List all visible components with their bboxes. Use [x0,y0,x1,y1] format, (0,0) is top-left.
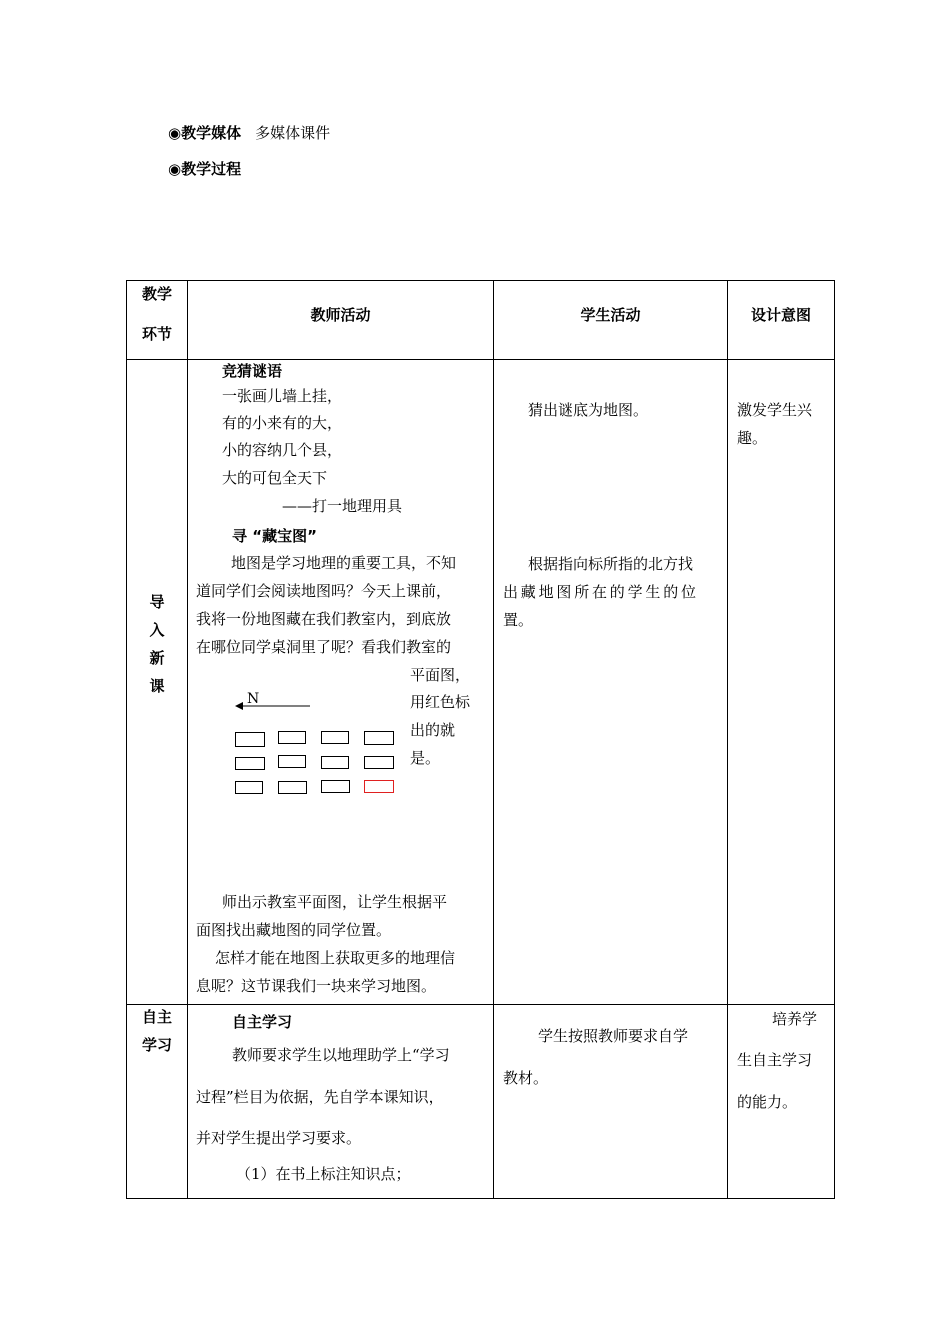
header-stage-line1: 教学 [141,285,172,303]
self-study-line: 过程”栏目为依据，先自学本课知识， [196,1088,444,1106]
riddle-answer-hint: ——打一地理用具 [282,497,403,515]
desk [364,731,394,745]
teaching-media-line [168,122,330,143]
table-border-top [126,280,835,281]
self-study-line: 并对学生提出学习要求。 [196,1129,362,1147]
desk [235,732,265,747]
closing-para2-line: 怎样才能在地图上获取更多的地理信 [215,949,456,967]
treasure-para-line: 在哪位同学桌洞里了呢？看我们教室的 [196,638,452,656]
student-find-line: 出藏地图所在的学生的位 [503,583,699,601]
north-label: N [247,691,260,707]
table-col-divider-1 [187,280,188,1199]
header-teacher-activity: 教师活动 [310,306,371,324]
row1-stage-char-3: 新 [149,649,165,667]
desk-highlighted-red [364,780,394,793]
north-arrow-icon [230,695,320,715]
header-design-intent: 设计意图 [750,306,811,324]
closing-para1-line: 面图找出藏地图的同学位置。 [196,921,392,939]
desk [235,757,265,770]
table-border-right [834,280,835,1199]
desk [278,731,306,744]
row1-stage-char-1: 导 [149,593,165,611]
desk [321,756,349,769]
table-border-left [126,280,127,1199]
desk [364,756,394,769]
header-student-activity: 学生活动 [580,306,641,324]
desk [321,731,349,744]
riddle-line: 有的小来有的大， [222,414,343,432]
desk [278,755,306,768]
plan-side-line: 是。 [410,749,441,767]
treasure-para-line: 道同学们会阅读地图吗？今天上课前， [196,582,452,600]
header-stage-line2: 环节 [141,325,172,343]
row1-intent-line: 激发学生兴 [737,401,813,419]
desk [278,781,307,794]
row2-intent-line: 的能力。 [737,1093,798,1111]
student-find-line: 根据指向标所指的北方找 [528,555,694,573]
plan-side-line: 用红色标 [410,693,471,711]
self-study-line: 教师要求学生以地理助学上“学习 [232,1046,450,1064]
table-row-divider [126,1004,835,1005]
teaching-media-value: 多媒体课件 [255,124,331,142]
plan-side-line: 平面图， [410,666,471,684]
treasure-para-line: 地图是学习地理的重要工具，不知 [231,554,457,572]
row1-intent-line: 趣。 [737,429,768,447]
row2-intent-line: 生自主学习 [737,1051,813,1069]
closing-para1-line: 师出示教室平面图，让学生根据平 [222,893,448,911]
table-border-bottom [126,1198,835,1199]
treasure-map-title: 寻 “藏宝图” [232,527,317,545]
row2-intent-line: 培养学 [772,1010,818,1028]
row2-stage-line1: 自主 [141,1008,172,1026]
desk [321,780,350,793]
riddle-line: 小的容纳几个县， [222,441,343,459]
treasure-para-line: 我将一份地图藏在我们教室内，到底放 [196,610,452,628]
row2-student-line: 教材。 [503,1069,549,1087]
row2-student-line: 学生按照教师要求自学 [538,1027,689,1045]
self-study-title: 自主学习 [232,1013,293,1031]
riddle-title: 竞猜谜语 [222,362,283,380]
teaching-media-label: ◉教学媒体 [168,124,242,142]
row1-stage-char-2: 入 [149,621,165,639]
table-col-divider-2 [493,280,494,1199]
teaching-process-label: ◉教学过程 [168,160,242,178]
riddle-line: 一张画儿墙上挂， [222,387,343,405]
table-col-divider-3 [727,280,728,1199]
plan-side-line: 出的就 [410,721,456,739]
row1-stage-char-4: 课 [149,677,165,695]
student-answer: 猜出谜底为地图。 [528,401,649,419]
teaching-process-line [168,158,241,179]
riddle-line: 大的可包全天下 [222,469,328,487]
student-find-line: 置。 [503,611,534,629]
closing-para2-line: 息呢？这节课我们一块来学习地图。 [196,977,437,995]
desk [235,781,263,794]
self-study-item-1: （1）在书上标注知识点； [236,1165,411,1183]
row2-stage-line2: 学习 [141,1036,172,1054]
